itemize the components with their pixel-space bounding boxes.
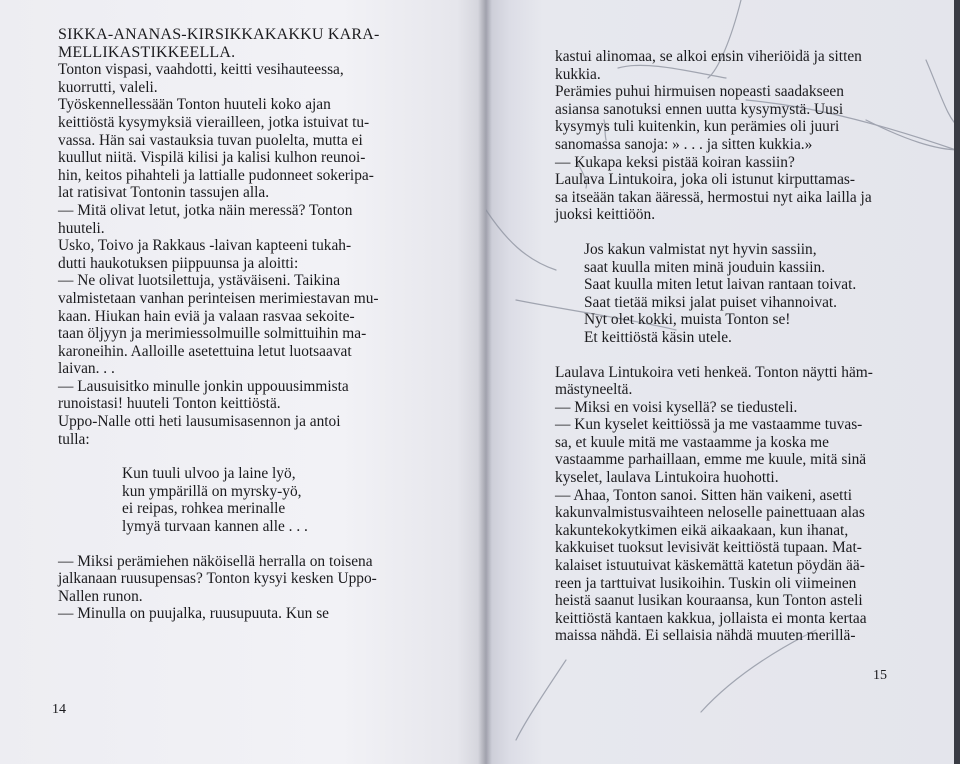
text-line: hin, keitos pihahteli ja lattialle pudonneet sokeripa- — [58, 166, 374, 184]
text-line: kalaiset istuutuivat käskemättä katetun pöydän ää- — [555, 557, 865, 575]
text-line: lat ratisivat Tontonin tassujen alla. — [58, 184, 270, 202]
left-page-text — [58, 26, 414, 623]
text-line: juoksi keittiöön. — [555, 206, 656, 224]
text-line: kakunvalmistusvaihteen neloselle painettuaan alas — [555, 504, 865, 522]
text-line: kastui alinomaa, se alkoi ensin viheriöidä ja sitten — [555, 48, 862, 65]
text-line: jalkanaan ruusupensas? Tonton kysyi kesken Uppo- — [58, 570, 377, 588]
recipe-title-line-2: MELLIKASTIKKEELLA. — [58, 43, 236, 61]
poem-line: Saat kuulla miten letut laivan rantaan toivat. — [584, 276, 857, 294]
text-line: — Miksi en voisi kysellä? se tiedusteli. — [555, 398, 798, 416]
text-line: heistä saanut lusikan kouraansa, kun Tonton asteli — [555, 592, 863, 610]
text-line: kysymys tuli kuitenkin, kun perämies oli juuri — [555, 118, 840, 136]
page-number-right: 15 — [873, 668, 887, 683]
text-line: — Kukapa keksi pistää koiran kassiin? — [555, 153, 795, 171]
text-line: karoneihin. Aalloille asetettuina letut luotsaavat — [58, 342, 352, 360]
text-line: — Ahaa, Tonton sanoi. Sitten hän vaikeni, asetti — [555, 486, 852, 504]
text-line: mästyneeltä. — [555, 381, 633, 399]
text-line: — Mitä olivat letut, jotka näin meressä? Tonton — [58, 201, 353, 219]
poem-line: Saat tietää miksi jalat puiset vihannoivat. — [584, 293, 838, 311]
text-line: runoistasi! huuteli Tonton keittiöstä. — [58, 395, 281, 413]
text-line: Uppo-Nalle otti heti lausumisasennon ja antoi — [58, 413, 341, 431]
poem-line: Et keittiöstä käsin utele. — [584, 328, 732, 346]
recipe-title-line-1: SIKKA-ANANAS-KIRSIKKAKAKKU KARA- — [58, 26, 380, 43]
text-line: kuorrutti, valeli. — [58, 78, 158, 96]
right-page-text — [555, 48, 897, 645]
text-line: asiansa sanotuksi ennen uutta kysymystä. Uusi — [555, 100, 844, 118]
poem-line: Jos kakun valmistat nyt hyvin sassiin, — [584, 240, 817, 258]
text-line: sa, et kuule mitä me vastaamme ja koska me — [555, 433, 829, 451]
text-line: valmistetaan vanhan perinteisen merimiestavan mu- — [58, 289, 379, 307]
text-line: — Minulla on puujalka, ruusupuuta. Kun se — [58, 605, 330, 623]
text-line: sanomassa sanoja: » . . . ja sitten kukkia.» — [555, 135, 813, 153]
stanza-gap — [58, 448, 414, 465]
page-edge-shadow — [954, 0, 960, 764]
text-line: Työskennellessään Tonton huuteli koko ajan — [58, 96, 331, 114]
stanza-gap — [555, 347, 897, 364]
poem-line: saat kuulla miten minä jouduin kassiin. — [584, 258, 826, 276]
text-line: — Miksi perämiehen näköisellä herralla on toisena — [58, 552, 373, 570]
text-line: Usko, Toivo ja Rakkaus -laivan kapteeni tukah- — [58, 237, 352, 255]
text-line: kukkia. — [555, 65, 601, 83]
text-line: kakkuiset tuoksut levisivät keittiöstä tupaan. Mat- — [555, 539, 862, 557]
text-line: reen ja tarttuivat lusikoihin. Tuskin oli viimeinen — [555, 574, 857, 592]
poem-line: Kun tuuli ulvoo ja laine lyö, — [122, 465, 296, 483]
poem-line: kun ympärillä on myrsky-yö, — [122, 482, 302, 500]
text-line: Tonton vispasi, vaahdotti, keitti vesihauteessa, — [58, 61, 344, 79]
poem-line: lymyä turvaan kannen alle . . . — [122, 518, 308, 536]
text-line: sa itseään takan ääressä, hermostui nyt aika lailla ja — [555, 188, 872, 206]
text-line: kakuntekokytkimen eikä aikaakaan, kun ihanat, — [555, 521, 849, 539]
text-line: tulla: — [58, 430, 90, 448]
text-line: huuteli. — [58, 219, 105, 237]
text-line: Laulava Lintukoira veti henkeä. Tonton näytti häm- — [555, 363, 873, 381]
text-line: Perämies puhui hirmuisen nopeasti saadakseen — [555, 83, 844, 101]
text-line: — Kun kyselet keittiössä ja me vastaamme tuvas- — [555, 416, 863, 434]
text-line: — Lausuisitko minulle jonkin uppouusimmista — [58, 377, 349, 395]
text-line: keittiöstä kantaen kakkua, jollaista ei monta kertaa — [555, 609, 867, 627]
page-number-left: 14 — [52, 702, 66, 717]
stanza-gap — [58, 536, 414, 553]
text-line: — Ne olivat luotsilettuja, ystäväiseni. Taikina — [58, 272, 341, 290]
poem-line: ei reipas, rohkea merinalle — [122, 500, 286, 518]
text-line: laivan. . . — [58, 360, 115, 378]
text-line: kyselet, laulava Lintukoira huohotti. — [555, 469, 779, 487]
text-line: kaan. Hiukan hain eviä ja valaan rasvaa sekoite- — [58, 307, 355, 325]
text-line: vastaamme parhaillaan, emme me kuule, mitä sinä — [555, 451, 867, 469]
text-line: kuullut niitä. Vispilä kilisi ja kalisi kulhon reunoi- — [58, 149, 366, 167]
text-line: maissa nähdä. Ei sellaisia nähdä muuten merillä- — [555, 627, 856, 645]
text-line: Laulava Lintukoira, joka oli istunut kirputtamas- — [555, 171, 856, 189]
text-line: taan öljyyn ja merimiessolmuille solmittuihin ma- — [58, 325, 367, 343]
stanza-gap — [555, 224, 897, 241]
poem-line: Nyt olet kokki, muista Tonton se! — [584, 311, 791, 329]
text-line: vassa. Hän sai vastauksia tuvan puolelta, mutta ei — [58, 131, 363, 149]
text-line: dutti haukotuksen piippuunsa ja aloitti: — [58, 254, 299, 272]
text-line: Nallen runon. — [58, 587, 143, 605]
text-line: keittiöstä kysymyksiä vierailleen, jotka istuivat tu- — [58, 113, 370, 131]
